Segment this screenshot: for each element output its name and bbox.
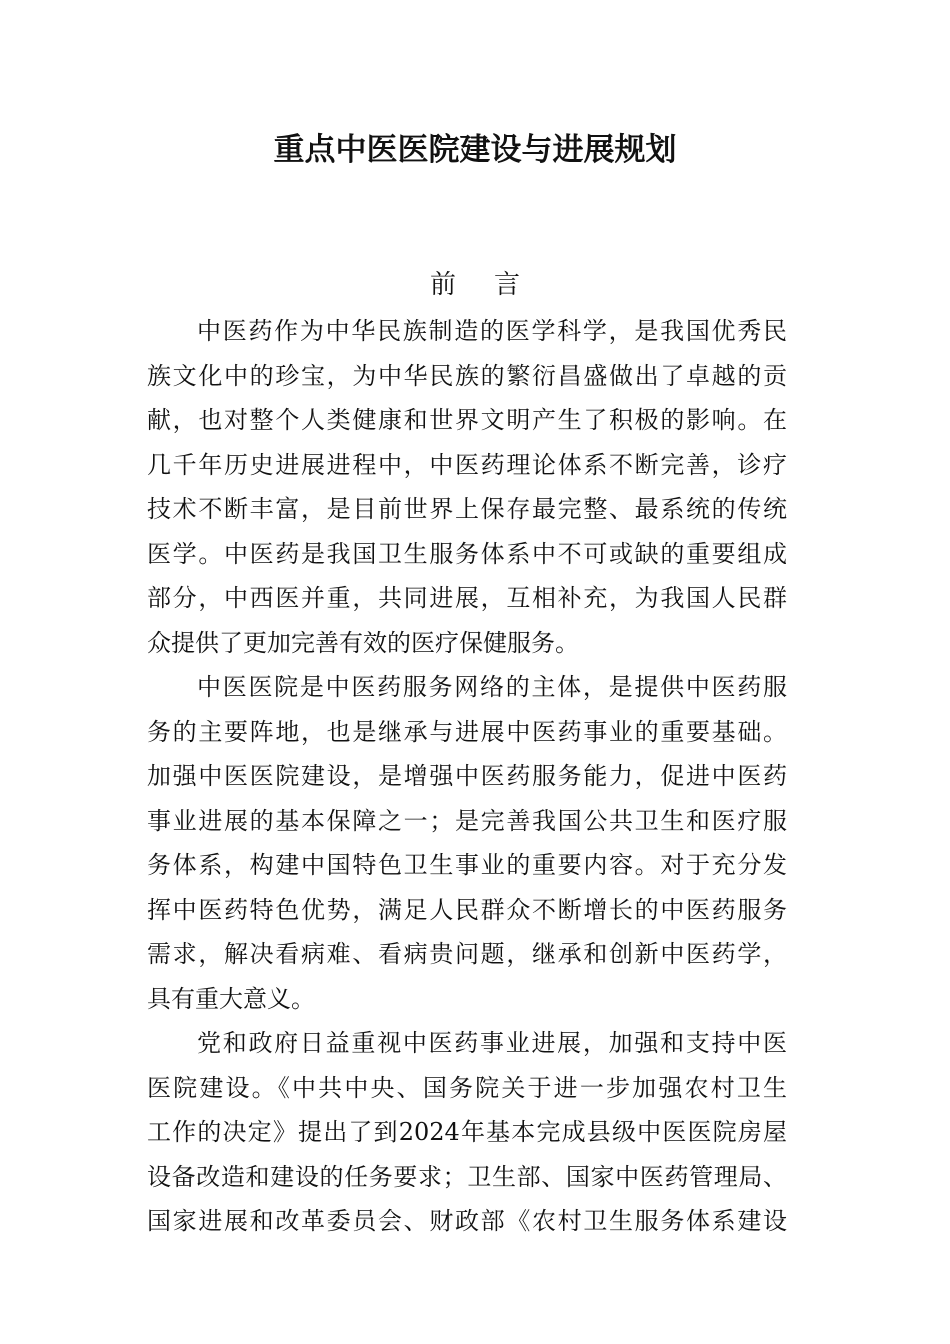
- paragraph-2: [147, 665, 787, 1021]
- text-line: 具有重大意义。: [147, 984, 315, 1013]
- document-title: 重点中医医院建设与进展规划: [273, 132, 677, 168]
- text-line: 医学。中医药是我国卫生服务体系中不可或缺的重要组成: [147, 539, 787, 568]
- text-line: 医院建设。《中共中央、国务院关于进一步加强农村卫生: [147, 1073, 787, 1102]
- text-line: 需求，解决看病难、看病贵问题，继承和创新中医药学，: [147, 940, 787, 968]
- text-line: 加强中医医院建设，是增强中医药服务能力，促进中医药: [147, 762, 787, 790]
- body-text: [147, 309, 787, 1244]
- text-line: 众提供了更加完善有效的医疗保健服务。: [147, 628, 579, 657]
- text-line: 献，也对整个人类健康和世界文明产生了积极的影响。在: [147, 406, 787, 434]
- text-line: 党和政府日益重视中医药事业进展，加强和支持中医: [197, 1029, 787, 1057]
- text-line: 几千年历史进展进程中，中医药理论体系不断完善，诊疗: [147, 450, 787, 479]
- text-line: 工作的决定》提出了到2024年基本完成县级中医医院房屋: [147, 1118, 787, 1146]
- text-line: 中医药作为中华民族制造的医学科学，是我国优秀民: [197, 317, 787, 345]
- text-line: 事业进展的基本保障之一；是完善我国公共卫生和医疗服: [147, 806, 787, 835]
- section-heading: 前言: [429, 270, 558, 300]
- paragraph-3: [147, 1021, 787, 1244]
- text-line: 设备改造和建设的任务要求；卫生部、国家中医药管理局、: [147, 1162, 787, 1191]
- text-line: 中医医院是中医药服务网络的主体，是提供中医药服: [197, 673, 787, 701]
- text-line: 部分，中西医并重，共同进展，互相补充，为我国人民群: [147, 584, 787, 612]
- text-line: 务的主要阵地，也是继承与进展中医药事业的重要基础。: [147, 717, 787, 746]
- text-line: 务体系，构建中国特色卫生事业的重要内容。对于充分发: [147, 851, 787, 879]
- text-line: 族文化中的珍宝，为中华民族的繁衍昌盛做出了卓越的贡: [147, 361, 787, 390]
- text-line: 技术不断丰富，是目前世界上保存最完整、最系统的传统: [147, 495, 787, 523]
- text-line: 国家进展和改革委员会、财政部《农村卫生服务体系建设: [147, 1207, 787, 1235]
- paragraph-1: [147, 309, 787, 665]
- text-line: 挥中医药特色优势，满足人民群众不断增长的中医药服务: [147, 895, 787, 924]
